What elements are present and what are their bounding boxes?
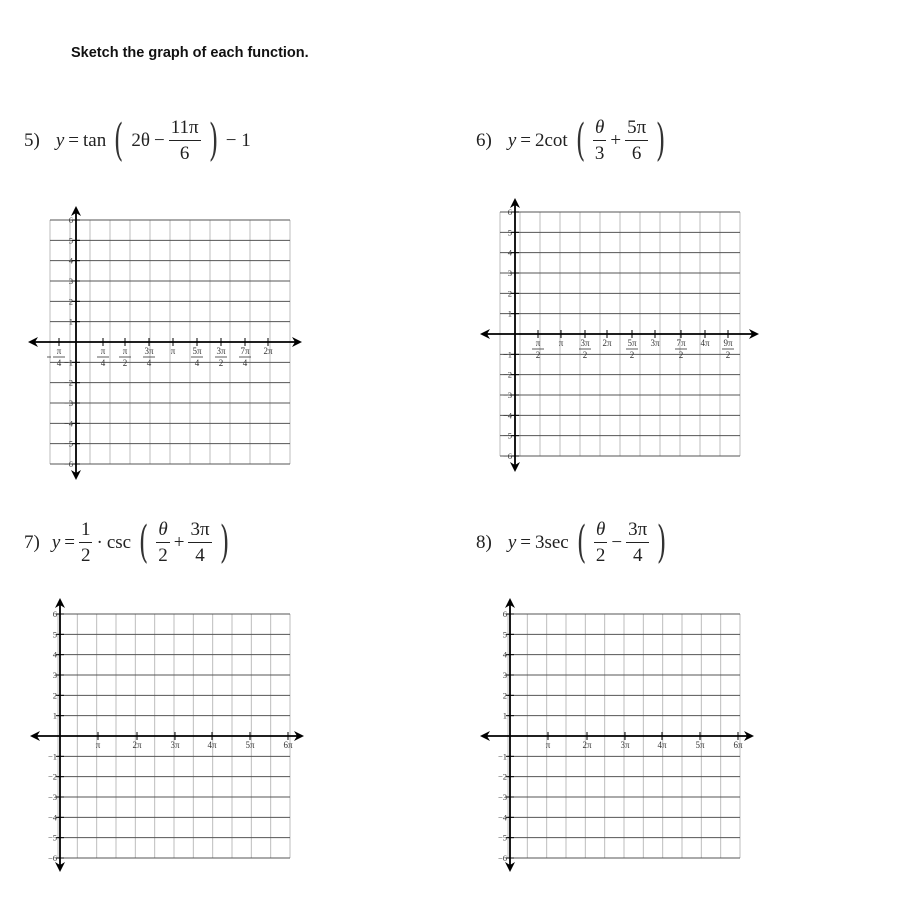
problem-8-equation: 8) y = 3sec ( $\frac{\theta}{2}$ − $\frac{3\pi}{4}$ ) [476, 516, 667, 568]
y-tick-label: −1 [502, 349, 512, 360]
graph-8 [480, 598, 754, 872]
x-tick-label-num: 7π [676, 338, 686, 348]
y-tick-label: 3 [502, 670, 507, 680]
x-tick-label-num: 3π [580, 338, 590, 348]
page-title: Sketch the graph of each function. [71, 45, 309, 61]
y-tick-label: −2 [497, 771, 507, 782]
y-tick-label: −4 [63, 418, 73, 429]
problem-7-equation: 7) y = $\frac{1}{2}$ · csc ( $\frac{\theta}{2}$ + $\frac{3\pi}{4}$ ) [24, 516, 229, 568]
x-tick-label-den: 4 [194, 358, 200, 368]
y-tick-label: −6 [47, 853, 57, 863]
y-tick-label: 5 [52, 629, 57, 640]
graph-7 [30, 598, 304, 872]
y-tick-label: 6 [52, 609, 57, 619]
problem-number: 5) [24, 129, 40, 151]
x-tick-label-num: 2π [602, 338, 612, 348]
y-tick-label: −3 [63, 398, 73, 408]
x-tick-label: 5π [695, 740, 705, 750]
y-tick-label: 6 [68, 215, 73, 225]
x-tick-label-den: 2 [218, 358, 224, 368]
y-tick-label: −4 [497, 812, 507, 823]
x-tick-label-den: 2 [678, 350, 684, 360]
x-tick-label-num: 3π [650, 338, 660, 348]
y-tick-label: −3 [497, 792, 507, 802]
problem-number: 8) [476, 531, 492, 553]
y-tick-label: 2 [68, 296, 73, 307]
y-tick-label: 3 [52, 670, 57, 680]
x-tick-label: 6π [283, 740, 293, 750]
x-tick-label-den: 2 [535, 350, 541, 360]
x-tick-label-num: π [100, 346, 106, 356]
fraction: $\frac{\theta}{2}$ [158, 519, 168, 566]
y-tick-label: −2 [63, 377, 73, 388]
y-tick-label: −4 [502, 410, 512, 421]
fraction: $\frac{5\pi}{6}$ [627, 117, 647, 164]
y-tick-label: −5 [47, 832, 57, 843]
x-tick-label: 6π [733, 740, 743, 750]
problem-6-equation: 6) y = 2cot ( $\frac{\theta}{3}$ + $\frac{5\pi}{6}$ ) [476, 114, 666, 166]
y-tick-label: −3 [47, 792, 57, 802]
y-tick-label: 6 [502, 609, 507, 619]
fraction: $\frac{1}{2}$ [80, 519, 91, 566]
fraction: $\frac{3\pi}{4}$ [190, 519, 210, 566]
y-tick-label: 4 [502, 649, 507, 660]
x-tick-label-den: 2 [582, 350, 588, 360]
y-tick-label: −1 [47, 751, 57, 762]
y-tick-label: −2 [47, 771, 57, 782]
x-tick-label: π [95, 740, 101, 750]
graph-5 [28, 206, 302, 480]
y-tick-label: 2 [52, 690, 57, 701]
x-tick-label-den: 2 [122, 358, 128, 368]
y-tick-label: 1 [507, 308, 512, 319]
y-tick-label: 5 [502, 629, 507, 640]
y-tick-label: −1 [497, 751, 507, 762]
x-tick-label-den: 4 [242, 358, 248, 368]
x-tick-label-den: 4 [56, 358, 62, 368]
x-tick-label: π [545, 740, 551, 750]
y-tick-label: 4 [52, 649, 57, 660]
x-tick-label-num: 9π [723, 338, 733, 348]
y-tick-label: −2 [502, 369, 512, 380]
x-tick-label-num: π [122, 346, 128, 356]
y-tick-label: 6 [507, 207, 512, 217]
x-tick-label: 4π [657, 740, 667, 750]
y-tick-label: −1 [63, 357, 73, 368]
x-tick-label-num: 5π [627, 338, 637, 348]
y-tick-label: 2 [502, 690, 507, 701]
x-tick-label-num: 2π [263, 346, 273, 356]
y-tick-label: 4 [68, 255, 73, 266]
y-tick-label: −5 [502, 430, 512, 441]
x-tick-label-num: 4π [700, 338, 710, 348]
y-tick-label: −6 [63, 459, 73, 469]
x-tick-label-num: π [170, 346, 176, 356]
y-tick-label: 3 [68, 276, 73, 286]
y-tick-label: 3 [507, 268, 512, 278]
x-tick-label: 2π [132, 740, 142, 750]
x-tick-label: 3π [170, 740, 180, 750]
y-tick-label: −5 [63, 438, 73, 449]
y-tick-label: −6 [497, 853, 507, 863]
graph-6 [480, 198, 759, 472]
x-tick-label-den: 4 [100, 358, 106, 368]
y-tick-label: 1 [68, 316, 73, 327]
y-tick-label: −4 [47, 812, 57, 823]
x-tick-label-num: π [535, 338, 541, 348]
x-tick-label-den: 2 [629, 350, 635, 360]
y-tick-label: −3 [502, 390, 512, 400]
x-tick-label-den: 2 [725, 350, 731, 360]
x-tick-label-num: 3π [144, 346, 154, 356]
x-tick-label: 4π [207, 740, 217, 750]
x-tick-label: 5π [245, 740, 255, 750]
problem-number: 6) [476, 129, 492, 151]
problem-number: 7) [24, 531, 40, 553]
y-tick-label: 4 [507, 247, 512, 258]
x-tick-label-num: π [558, 338, 564, 348]
problem-5-equation: 5) y = tan ( 2θ − $\frac{11\pi}{6}$ ) − 1 [24, 114, 251, 166]
x-tick-label: 3π [620, 740, 630, 750]
fraction: $\frac{11\pi}{6}$ [170, 117, 199, 164]
y-tick-label: −5 [497, 832, 507, 843]
x-tick-label-num: 7π [240, 346, 250, 356]
x-tick-label-num: π [56, 346, 62, 356]
y-tick-label: 5 [507, 227, 512, 238]
y-tick-label: 5 [68, 235, 73, 246]
fraction: $\frac{3\pi}{4}$ [628, 519, 648, 566]
x-tick-label-num: 3π [216, 346, 226, 356]
y-tick-label: −6 [502, 451, 512, 461]
y-tick-label: 2 [507, 288, 512, 299]
y-tick-label: 1 [502, 710, 507, 721]
y-tick-label: 1 [52, 710, 57, 721]
fraction: $\frac{\theta}{3}$ [594, 117, 605, 164]
x-tick-label-den: 4 [146, 358, 152, 368]
fraction: $\frac{\theta}{2}$ [595, 519, 606, 566]
x-tick-label-num: 5π [192, 346, 202, 356]
x-tick-label: 2π [582, 740, 592, 750]
